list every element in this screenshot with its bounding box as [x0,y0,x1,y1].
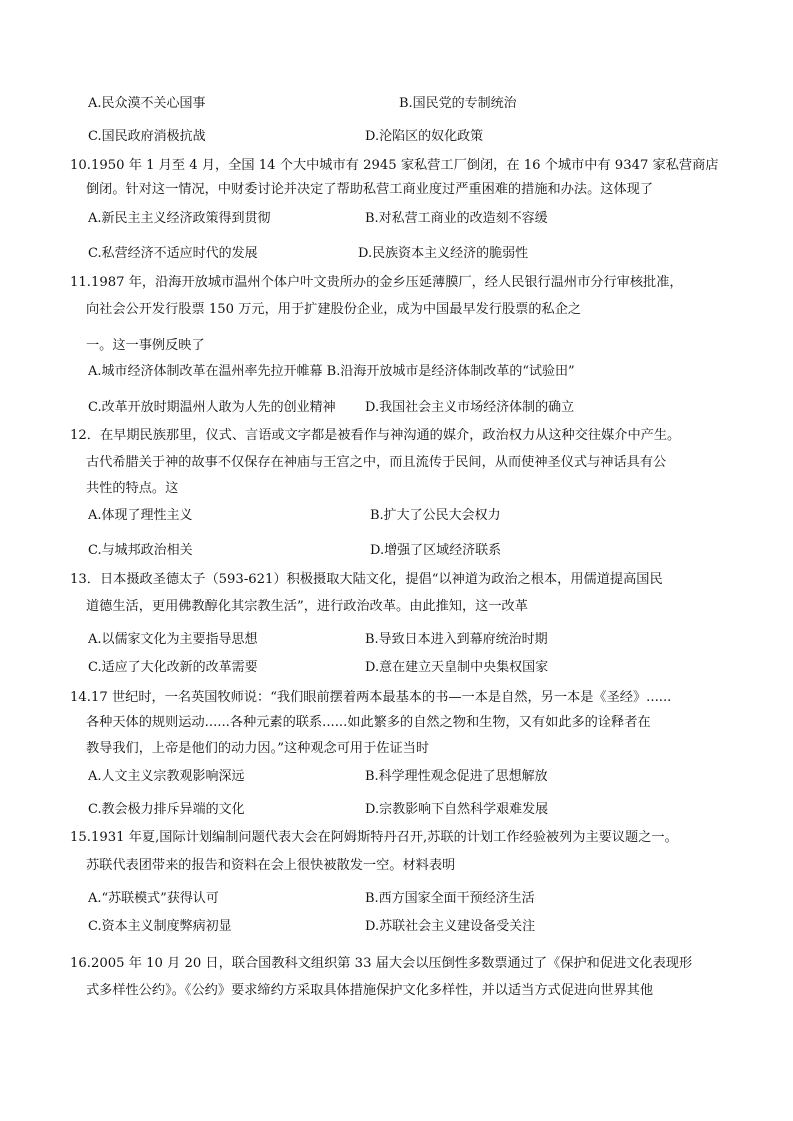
q10-stem-line-1: 10.1950 年 1 月至 4 月，全国 14 个大中城市有 2945 家私营工厂倒闭，在 16 个城市中有 9347 家私营商店 [70,158,719,173]
q13-option-a: A.以儒家文化为主要指导思想 [88,632,258,647]
q10-option-d: D.民族资本主义经济的脆弱性 [358,246,529,261]
q14-option-c: C.教会极力排斥异端的文化 [88,802,245,817]
q9-option-a: A.民众漠不关心国事 [88,96,206,111]
q14-option-b: B.科学理性观念促进了思想解放 [365,769,548,784]
q11-stem-line-2: 向社会公开发行股票 150 万元，用于扩建股份企业，成为中国最早发行股票的私企之 [86,302,582,317]
q11-option-d: D.我国社会主义市场经济体制的确立 [365,400,575,415]
q14-option-d: D.宗教影响下自然科学艰难发展 [365,802,549,817]
q10-option-c: C.私营经济不适应时代的发展 [88,246,258,261]
q11-stem-line-3: 一。这一事例反映了 [86,338,205,353]
q11-option-a-b: A.城市经济体制改革在温州率先拉开帷幕 B.沿海开放城市是经济体制改革的“试验田” [88,364,575,379]
q13-option-c: C.适应了大化改新的改革需要 [88,660,258,675]
q12-option-a: A.体现了理性主义 [88,508,193,523]
q15-option-b: B.西方国家全面干预经济生活 [365,891,535,906]
q9-option-c: C.国民政府消极抗战 [88,129,206,144]
q16-stem-line-1: 16.2005 年 10 月 20 日，联合国教科文组织第 33 届大会以压倒性多数票通过了《保护和促进文化表现形 [70,956,693,971]
q11-stem-line-1: 11.1987 年，沿海开放城市温州个体户叶文贵所办的金乡压延薄膜厂，经人民银行温州市分行审核批准， [70,275,683,290]
q16-stem-line-2: 式多样性公约》。《公约》要求缔约方采取具体措施保护文化多样性，并以适当方式促进向世界其他 [86,983,654,998]
q10-option-b: B.对私营工商业的改造刻不容缓 [365,211,548,226]
q10-stem-line-2: 倒闭。针对这一情况，中财委讨论并决定了帮助私营工商业度过严重困难的措施和办法。这体现了 [86,182,654,197]
q15-option-a: A.“苏联模式”获得认可 [88,891,219,906]
q11-option-c: C.改革开放时期温州人敢为人先的创业精神 [88,400,336,415]
q13-option-d: D.意在建立天皇制中央集权国家 [365,660,549,675]
q15-option-d: D.苏联社会主义建设备受关注 [365,919,536,934]
q13-stem-line-1: 13．日本摄政圣德太子（593-621）积极摄取大陆文化，提倡“以神道为政治之根本，用儒道提高国民 [70,572,663,587]
q13-option-b: B.导致日本进入到幕府统治时期 [365,632,548,647]
q13-stem-line-2: 道德生活，更用佛教醇化其宗教生活”，进行政治改革。由此推知，这一改革 [86,599,528,614]
q12-option-b: B.扩大了公民大会权力 [370,508,501,523]
q14-stem-line-1: 14.17 世纪时，一名英国牧师说：“我们眼前摆着两本最基本的书—一本是自然，另一本是《圣经》...... [70,690,672,705]
q9-option-b: B.国民党的专制统治 [399,96,517,111]
q15-stem-line-1: 15.1931 年夏,国际计划编制问题代表大会在阿姆斯特丹召开,苏联的计划工作经验被列为主要议题之一。 [70,830,678,845]
q12-stem-line-2: 古代希腊关于神的故事不仅保存在神庙与王宫之中，而且流传于民间，从而使神圣仪式与神话具有公 [86,455,667,470]
q10-option-a: A.新民主主义经济政策得到贯彻 [88,211,271,226]
q14-option-a: A.人文主义宗教观影响深远 [88,769,245,784]
q15-stem-line-2: 苏联代表团带来的报告和资料在会上很快被散发一空。材料表明 [86,858,456,873]
q12-stem-line-3: 共性的特点。这 [86,481,179,496]
q14-stem-line-2: 各种天体的规则运动......各种元素的联系......如此繁多的自然之物和生物，又有如此多的诠释者在 [86,715,651,730]
q14-stem-line-3: 教导我们，上帝是他们的动力因。”这种观念可用于佐证当时 [86,741,430,756]
q12-option-d: D.增强了区域经济联系 [370,543,502,558]
q15-option-c: C.资本主义制度弊病初显 [88,919,232,934]
q9-option-d: D.沦陷区的奴化政策 [365,129,484,144]
q12-stem-line-1: 12．在早期民族那里，仪式、言语或文字都是被看作与神沟通的媒介，政治权力从这种交往媒介中产生。 [70,428,681,443]
q12-option-c: C.与城邦政治相关 [88,543,193,558]
